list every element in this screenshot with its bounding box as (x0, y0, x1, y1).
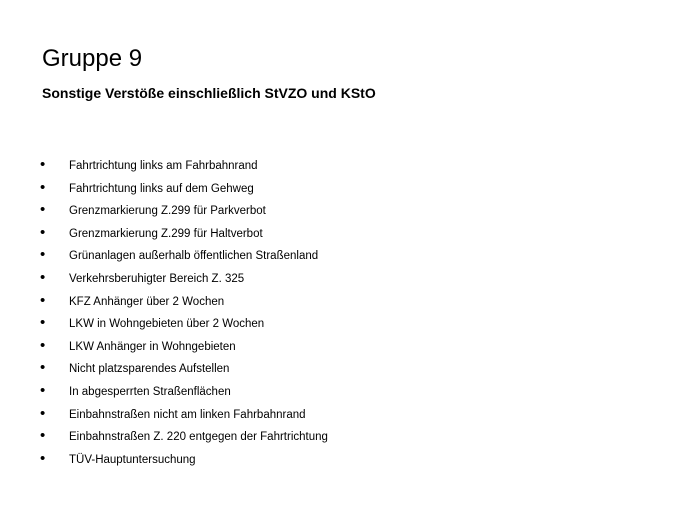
bullet-icon: • (40, 268, 46, 286)
list-item-text: Grenzmarkierung Z.299 für Parkverbot (69, 205, 266, 218)
bullet-icon: • (40, 291, 46, 309)
list-item (40, 449, 660, 472)
list-item (40, 245, 660, 268)
list-item (40, 358, 660, 381)
list-item-text: Grenzmarkierung Z.299 für Haltverbot (69, 227, 263, 240)
list-item (40, 313, 660, 336)
bullet-icon: • (40, 427, 46, 445)
list-item (40, 200, 660, 223)
bullet-icon: • (40, 178, 46, 196)
list-item-text: LKW in Wohngebieten über 2 Wochen (69, 318, 265, 331)
list-item (40, 268, 660, 291)
bullet-icon: • (40, 381, 46, 399)
list-item (40, 155, 660, 178)
list-item (40, 291, 660, 314)
list-item-text: TÜV-Hauptuntersuchung (69, 453, 196, 466)
list-item-text: In abgesperrten Straßenflächen (69, 385, 231, 398)
bullet-icon: • (40, 156, 46, 173)
list-item (40, 336, 660, 359)
bullet-icon: • (40, 314, 46, 332)
bullet-icon: • (40, 336, 46, 354)
bullet-icon: • (40, 359, 46, 377)
bullet-icon: • (40, 449, 46, 467)
list-item (40, 381, 660, 404)
list-item-text: Fahrtrichtung links auf dem Gehweg (69, 182, 254, 195)
list-item-text: Grünanlagen außerhalb öffentlichen Straßenland (69, 250, 319, 263)
bullet-icon: • (40, 223, 46, 241)
list-item (40, 404, 660, 427)
list-item-text: Nicht platzsparendes Aufstellen (69, 363, 230, 376)
list-item-text: Fahrtrichtung links am Fahrbahnrand (69, 160, 258, 172)
list-item (40, 426, 660, 449)
list-item (40, 223, 660, 246)
list-item-text: Verkehrsberuhigter Bereich Z. 325 (69, 272, 245, 285)
slide-subtitle: Sonstige Verstöße einschließlich StVZO und KStO (42, 85, 376, 101)
slide-title: Gruppe 9 (42, 45, 143, 72)
list-item-text: KFZ Anhänger über 2 Wochen (69, 295, 225, 308)
bullet-icon: • (40, 404, 46, 422)
list-item-text: LKW Anhänger in Wohngebieten (69, 340, 236, 353)
list-item (40, 178, 660, 201)
list-item-text: Einbahnstraßen Z. 220 entgegen der Fahrtrichtung (69, 431, 328, 444)
bullet-list (40, 155, 660, 471)
list-item-text: Einbahnstraßen nicht am linken Fahrbahnrand (69, 408, 306, 421)
bullet-icon: • (40, 201, 46, 219)
bullet-icon: • (40, 246, 46, 264)
